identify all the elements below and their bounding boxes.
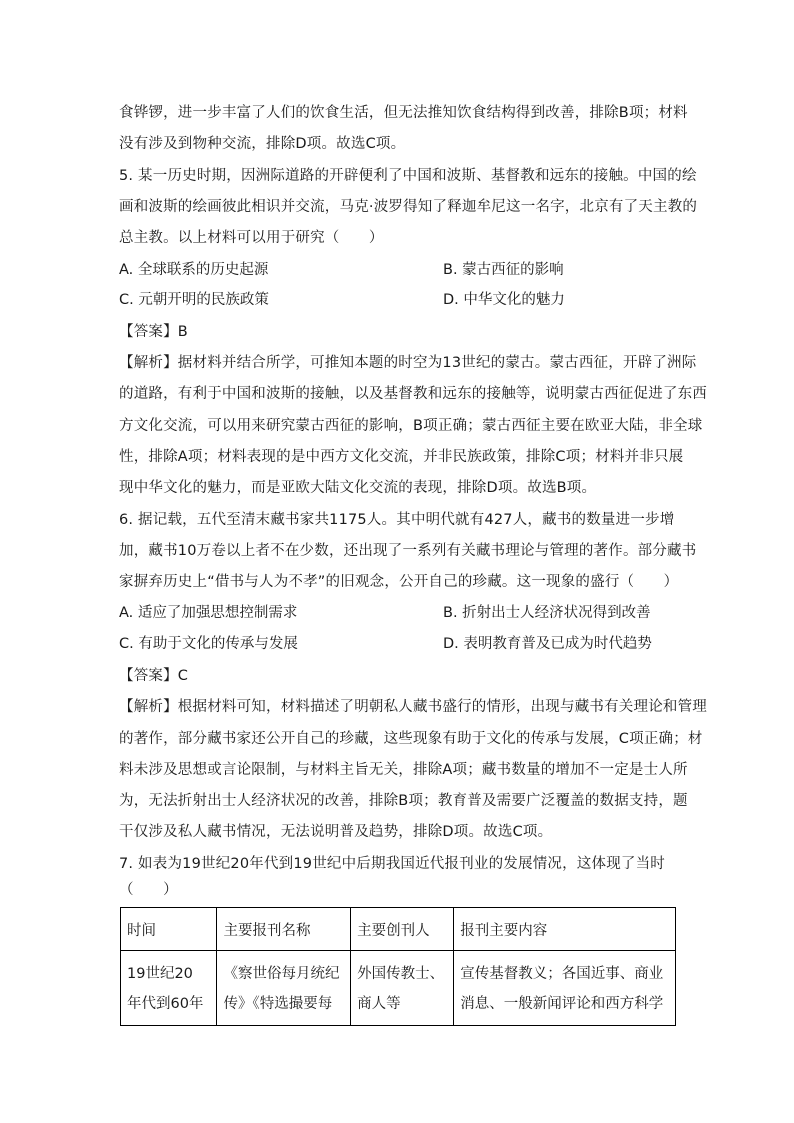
question-7-stem: （ ） <box>119 882 178 898</box>
q5-analysis: 现中华文化的魅力，而是亚欧大陆文化交流的表现，排除D项。故选B项。 <box>119 480 597 496</box>
question-5-stem: 5. 某一历史时期，因洲际道路的开辟便利了中国和波斯、基督教和远东的接触。中国的绘 <box>119 168 697 184</box>
cell-text: 《察世俗每月统纪 <box>223 966 340 982</box>
table-cell-time <box>121 951 217 1026</box>
q6-option-d: D. 表明教育普及已成为时代趋势 <box>443 636 652 652</box>
cell-text: 外国传教士、 <box>357 966 445 982</box>
table-row <box>121 951 676 1026</box>
table-header-cell: 时间 <box>121 908 217 951</box>
q6-analysis: 【解析】根据材料可知，材料描述了明朝私人藏书盛行的情形，出现与藏书有关理论和管理 <box>119 699 707 715</box>
q5-answer: 【答案】B <box>119 324 188 340</box>
q5-option-a: A. 全球联系的历史起源 <box>119 262 269 278</box>
question-7-stem: 7. 如表为19世纪20年代到19世纪中后期我国近代报刊业的发展情况，这体现了当时 <box>119 856 665 872</box>
table-cell-content <box>454 951 676 1026</box>
question-6-stem: 加，藏书10万卷以上者不在少数，还出现了一系列有关藏书理论与管理的著作。部分藏书 <box>119 543 697 559</box>
table-header-cell: 主要创刊人 <box>351 908 454 951</box>
cell-text: 商人等 <box>357 996 401 1012</box>
q5-option-c: C. 元朝开明的民族政策 <box>119 292 269 308</box>
cell-text: 年代到60年 <box>127 996 204 1012</box>
q5-analysis: 方文化交流，可以用来研究蒙古西征的影响，B项正确；蒙古西征主要在欧亚大陆，非全球 <box>119 418 703 434</box>
q5-option-b: B. 蒙古西征的影响 <box>443 262 564 278</box>
cell-text: 宣传基督教义；各国近事、商业 <box>460 966 664 982</box>
q6-option-b: B. 折射出士人经济状况得到改善 <box>443 605 651 621</box>
newspaper-table <box>120 907 676 1026</box>
table-cell-founders <box>351 951 454 1026</box>
table-header-cell: 报刊主要内容 <box>454 908 676 951</box>
question-6-stem: 6. 据记载，五代至清末藏书家共1175人。其中明代就有427人，藏书的数量进一步增 <box>119 512 675 528</box>
text-line: 没有涉及到物种交流，排除D项。故选C项。 <box>119 136 406 152</box>
question-6-stem: 家摒弃历史上“借书与人为不孝”的旧观念，公开自己的珍藏。这一现象的盛行（ ） <box>119 574 679 590</box>
q5-analysis: 【解析】据材料并结合所学，可推知本题的时空为13世纪的蒙古。蒙古西征，开辟了洲际 <box>119 355 697 371</box>
q6-analysis: 料未涉及思想或言论限制，与材料主旨无关，排除A项；藏书数量的增加不一定是士人所 <box>119 762 688 778</box>
text-line: 食铧锣，进一步丰富了人们的饮食生活，但无法推知饮食结构得到改善，排除B项；材料 <box>119 105 688 121</box>
q6-option-c: C. 有助于文化的传承与发展 <box>119 636 298 652</box>
q6-analysis: 的著作，部分藏书家还公开自己的珍藏，这些现象有助于文化的传承与发展，C项正确；材 <box>119 731 703 747</box>
q6-analysis: 为，无法折射出士人经济状况的改善，排除B项；教育普及需要广泛覆盖的数据支持，题 <box>119 793 688 809</box>
q6-analysis: 干仅涉及私人藏书情况，无法说明普及趋势，排除D项。故选C项。 <box>119 824 553 840</box>
table-header-cell: 主要报刊名称 <box>217 908 351 951</box>
cell-text: 传》《特选撮要每 <box>223 996 333 1012</box>
q5-option-d: D. 中华文化的魅力 <box>443 292 565 308</box>
table-cell-names <box>217 951 351 1026</box>
q5-analysis: 性，排除A项；材料表现的是中西方文化交流，并非民族政策，排除C项；材料并非只展 <box>119 449 684 465</box>
q6-answer: 【答案】C <box>119 668 189 684</box>
q6-option-a: A. 适应了加强思想控制需求 <box>119 605 298 621</box>
cell-text: 消息、一般新闻评论和西方科学 <box>460 996 664 1012</box>
question-5-stem: 画和波斯的绘画彼此相识并交流，马克·波罗得知了释迦牟尼这一名字，北京有了天主教的 <box>119 199 698 215</box>
cell-text: 19世纪20 <box>127 966 193 982</box>
table-header-row <box>121 908 676 951</box>
q5-analysis: 的道路，有利于中国和波斯的接触，以及基督教和远东的接触等，说明蒙古西征促进了东西 <box>119 386 707 402</box>
question-5-stem: 总主教。以上材料可以用于研究（ ） <box>119 230 384 246</box>
